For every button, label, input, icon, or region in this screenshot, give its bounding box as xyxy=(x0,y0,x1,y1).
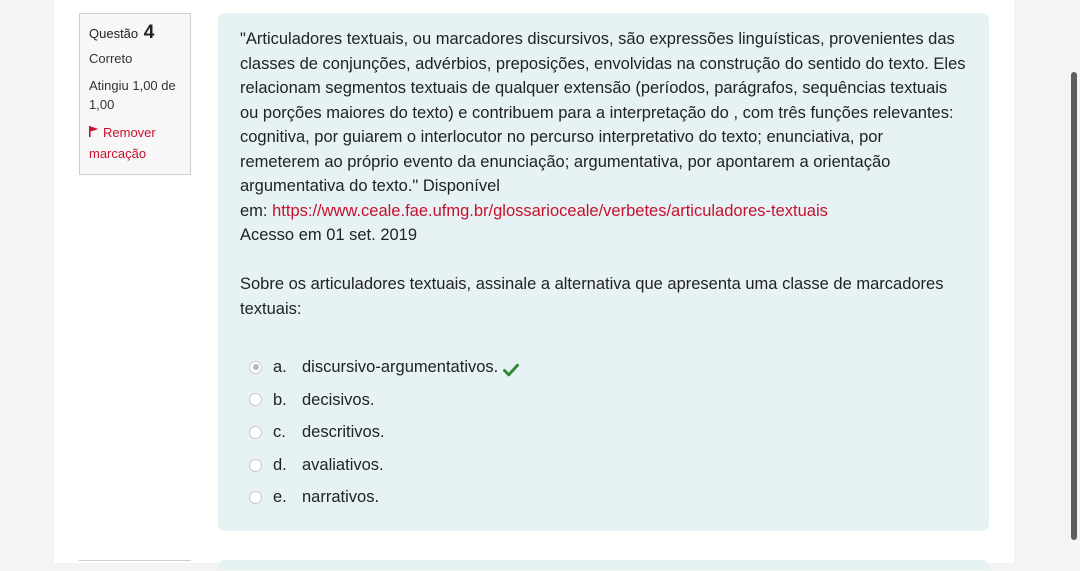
answer-option-a[interactable] xyxy=(240,351,967,384)
answer-option-b[interactable] xyxy=(240,384,967,417)
question-info-panel xyxy=(79,13,191,175)
question-label: Questão xyxy=(89,26,139,41)
answer-text: descritivos. xyxy=(302,423,385,442)
answer-text: discursivo-argumentativos. xyxy=(302,358,499,377)
question-prompt: Sobre os articuladores textuais, assinale a alternativa que apresenta uma classe de marcadores textuais: xyxy=(240,275,944,318)
question-number-value: 4 xyxy=(143,22,155,43)
next-question-content xyxy=(218,560,989,570)
question-number xyxy=(89,22,181,44)
vertical-scrollbar[interactable] xyxy=(1071,72,1077,540)
question-content xyxy=(218,13,989,531)
radio-button-d[interactable] xyxy=(249,459,262,472)
answer-options xyxy=(240,351,967,514)
answer-letter: d. xyxy=(273,455,287,474)
flag-icon xyxy=(89,125,99,144)
answer-letter: b. xyxy=(273,390,287,409)
question-text xyxy=(240,27,967,321)
answer-letter: e. xyxy=(273,488,287,507)
radio-button-e[interactable] xyxy=(249,491,262,504)
remove-flag-link[interactable] xyxy=(89,123,181,163)
access-date: Acesso em 01 set. 2019 xyxy=(240,226,418,244)
answer-text: narrativos. xyxy=(302,488,380,507)
radio-button-c[interactable] xyxy=(249,426,262,439)
answer-letter: a. xyxy=(273,358,287,377)
question-grade: Atingiu 1,00 de 1,00 xyxy=(89,78,176,112)
answer-option-d[interactable] xyxy=(240,449,967,482)
answer-option-e[interactable] xyxy=(240,481,967,514)
page xyxy=(54,0,1014,563)
check-icon xyxy=(503,360,519,374)
answer-option-c[interactable] xyxy=(240,416,967,449)
available-prefix: em: xyxy=(240,201,273,220)
question-state: Correto xyxy=(89,51,133,66)
radio-button-a[interactable] xyxy=(249,361,262,374)
next-question-info-panel xyxy=(79,560,191,571)
answer-text: avaliativos. xyxy=(302,455,384,474)
source-link[interactable]: https://www.ceale.fae.ufmg.br/glossarioceale/verbetes/articuladores-textuais xyxy=(272,201,828,220)
answer-text: decisivos. xyxy=(302,390,375,409)
answer-letter: c. xyxy=(273,423,286,442)
question-paragraph: "Articuladores textuais, ou marcadores discursivos, são expressões linguísticas, provenientes das classes de conjunções, advérbios, preposições, envolvidas na construção do sentido do texto. Eles relacionam segmentos textuais de qualquer extensão (períodos, parágrafos, sequências textuais ou porções maiores do texto) e contribuem para a interpretação do , com três funções relevantes: cognitiva, por guiarem o interlocutor no percurso interpretativo do texto; enunciativa, por remeterem ao próprio evento da enunciação; argumentativa, por apontarem a orientação argumentativa do texto." Disponível xyxy=(240,30,966,195)
remove-flag-label: Remover marcação xyxy=(89,125,156,161)
radio-button-b[interactable] xyxy=(249,393,262,406)
